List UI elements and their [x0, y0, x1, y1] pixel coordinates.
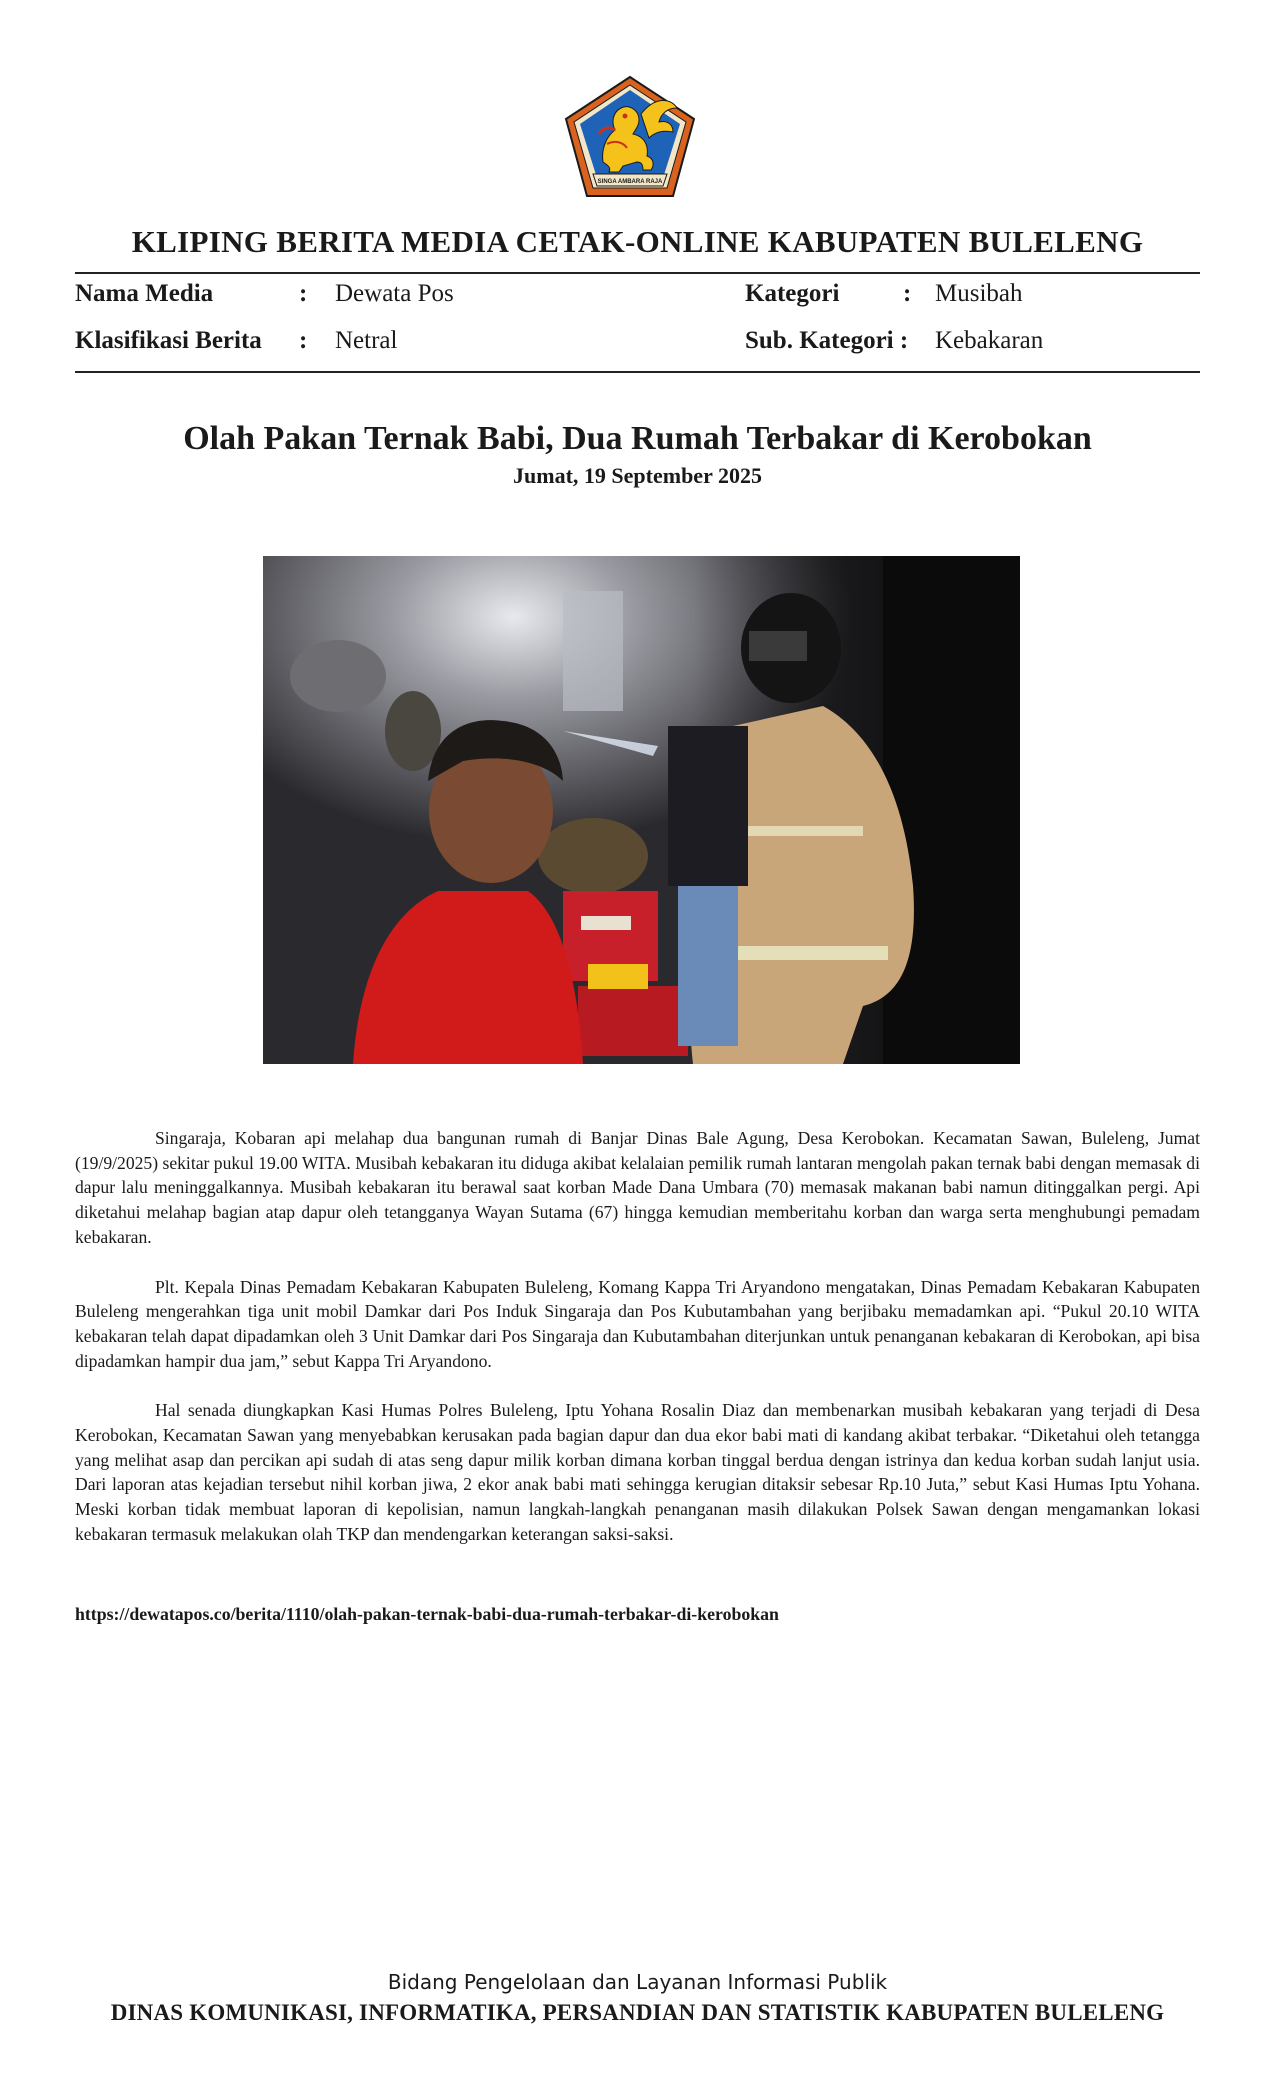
category-label: Kategori	[745, 280, 840, 307]
article-paragraph: Hal senada diungkapkan Kasi Humas Polres Buleleng, Iptu Yohana Rosalin Diaz dan membenarkan musibah kebakaran yang terjadi di Desa Kerobokan, Kecamatan Sawan yang menyebabkan kerusakan pada bagian dapur dan dua ekor babi mati di kandang akibat terbakar. “Diketahui oleh tetangga yang melihat asap dan percikan api sudah di atas seng dapur milik korban dimana korban tinggal berdua dengan istrinya dan kedua korban sudah lanjut usia. Dari laporan atas kejadian tersebut nihil korban jiwa, 2 ekor anak babi mati sehingga kerugian ditaksir sebesar Rp.10 Juta,” sebut Kasi Humas Iptu Yohana. Meski korban tidak membuat laporan di kepolisian, namun langkah-langkah penanganan masih dilakukan Polsek Sawan dengan mengamankan lokasi kebakaran termasuk melakukan olah TKP dan mendengarkan keterangan saksi-saksi.	[75, 1400, 1200, 1544]
footer-agency: DINAS KOMUNIKASI, INFORMATIKA, PERSANDIAN DAN STATISTIK KABUPATEN BULELENG	[110, 2000, 1165, 2025]
classification-label: Klasifikasi Berita	[75, 327, 262, 354]
article-paragraph: Singaraja, Kobaran api melahap dua bangunan rumah di Banjar Dinas Bale Agung, Desa Kerobokan. Kecamatan Sawan, Buleleng, Jumat (19/9/2025) sekitar pukul 19.00 WITA. Musibah kebakaran itu diduga akibat kelalaian pemilik rumah lantaran mengolah pakan ternak babi dengan memasak di dapur lalu meninggalkannya. Musibah kebakaran itu berawal saat korban Made Dana Umbara (70) memasak makanan babi namun ditinggalkan pergi. Api diketahui melahap bagian atap dapur oleh tetangganya Wayan Sutama (67) hingga kemudian memberitahu korban dan warga serta menghubungi pemadam kebakaran.	[75, 1128, 1200, 1247]
subcategory-label: Sub. Kategori :	[745, 327, 909, 354]
source-url-link[interactable]: https://dewatapos.co/berita/1110/olah-pakan-ternak-babi-dua-rumah-terbakar-di-kerobokan	[75, 1604, 779, 1624]
media-separator: :	[299, 280, 308, 307]
article-headline: Olah Pakan Ternak Babi, Dua Rumah Terbakar di Kerobokan	[183, 420, 1092, 457]
singa-ambara-raja-emblem-icon	[563, 74, 697, 200]
header-top-divider	[75, 272, 1200, 274]
classification-value: Netral	[335, 327, 398, 354]
classification-separator: :	[299, 327, 308, 354]
header-bottom-divider	[75, 371, 1200, 373]
media-value: Dewata Pos	[335, 280, 454, 307]
article-paragraph: Plt. Kepala Dinas Pemadam Kebakaran Kabupaten Buleleng, Komang Kappa Tri Aryandono mengatakan, Dinas Pemadam Kebakaran Kabupaten Buleleng mengerahkan tiga unit mobil Damkar dari Pos Induk Singaraja dan Pos Kubutambahan yang berjibaku memadamkan api. “Pukul 20.10 WITA kebakaran telah dapat dipadamkan oleh 3 Unit Damkar dari Pos Singaraja dan Kubutambahan diterjunkan untuk penanganan kebakaran di Kerobokan, api bisa dipadamkan hampir dua jam,” sebut Kappa Tri Aryandono.	[75, 1276, 1200, 1371]
footer-division: Bidang Pengelolaan dan Layanan Informasi Publik	[387, 1970, 888, 1994]
emblem-caption: SINGA AMBARA RAJA	[597, 179, 663, 185]
meta-classification-row	[75, 327, 398, 355]
meta-category-row	[745, 280, 1023, 308]
media-label: Nama Media	[75, 280, 214, 307]
category-separator: :	[903, 280, 912, 307]
category-value: Musibah	[935, 280, 1023, 307]
news-photo-firefighters-icon	[263, 556, 1020, 1064]
page-title: KLIPING BERITA MEDIA CETAK-ONLINE KABUPATEN BULELENG	[131, 224, 1144, 259]
article-date: Jumat, 19 September 2025	[513, 463, 762, 488]
subcategory-value: Kebakaran	[935, 327, 1044, 354]
article-body	[75, 1126, 1200, 1572]
meta-media-row	[75, 280, 454, 308]
meta-subcategory-row	[745, 327, 1044, 355]
